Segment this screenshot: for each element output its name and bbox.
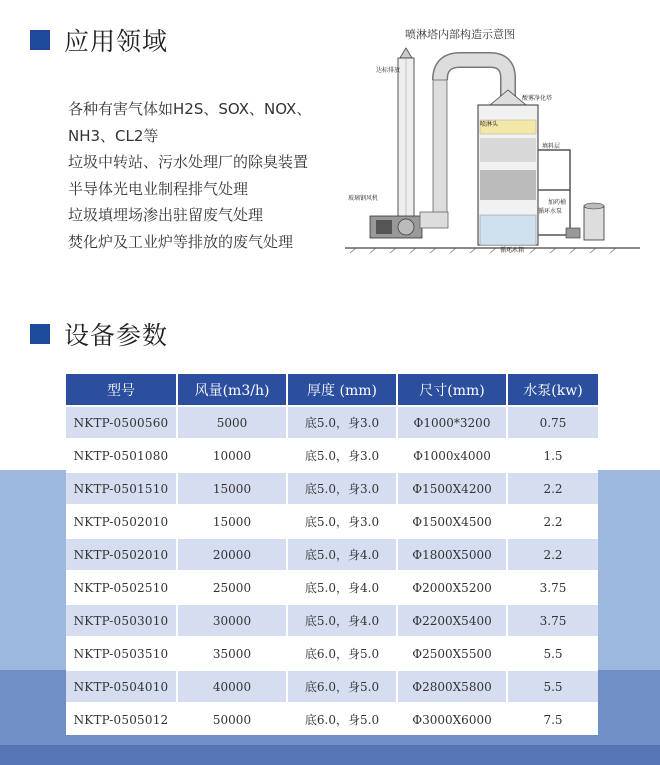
cell-size: Φ2500X5500 <box>398 636 508 669</box>
cell-thickness: 底5.0，身3.0 <box>288 405 398 438</box>
spray-tower-diagram <box>340 20 645 270</box>
cell-model: NKTP-0504010 <box>66 669 178 702</box>
cell-size: Φ1500X4200 <box>398 471 508 504</box>
svg-text:加药桶: 加药桶 <box>548 199 567 206</box>
table-row <box>66 504 598 537</box>
table-body <box>66 405 598 735</box>
fan <box>370 216 422 238</box>
table-row <box>66 669 598 702</box>
cell-airflow: 35000 <box>178 636 288 669</box>
cell-airflow: 20000 <box>178 537 288 570</box>
cell-model: NKTP-0502010 <box>66 504 178 537</box>
header-thickness: 厚度 (mm) <box>288 374 398 405</box>
cell-model: NKTP-0500560 <box>66 405 178 438</box>
cell-model: NKTP-0502510 <box>66 570 178 603</box>
cell-size: Φ3000X6000 <box>398 702 508 735</box>
application-line: 垃圾填埋场渗出驻留废气处理 <box>68 206 264 224</box>
cell-thickness: 底6.0，身5.0 <box>288 636 398 669</box>
section-title-application: 应用领域 <box>64 27 169 56</box>
cell-thickness: 底5.0，身4.0 <box>288 570 398 603</box>
cell-pump: 1.5 <box>508 438 598 471</box>
cell-model: NKTP-0501510 <box>66 471 178 504</box>
cell-thickness: 底6.0，身5.0 <box>288 669 398 702</box>
cell-size: Φ2000X5200 <box>398 570 508 603</box>
cell-thickness: 底5.0，身3.0 <box>288 438 398 471</box>
section-marker-icon <box>30 324 50 344</box>
cell-airflow: 40000 <box>178 669 288 702</box>
cell-pump: 5.5 <box>508 669 598 702</box>
cell-model: NKTP-0503010 <box>66 603 178 636</box>
cell-pump: 5.5 <box>508 636 598 669</box>
svg-text:填料层: 填料层 <box>542 143 561 150</box>
cell-airflow: 10000 <box>178 438 288 471</box>
svg-text:玻璃钢风机: 玻璃钢风机 <box>348 195 379 202</box>
cell-size: Φ1000*3200 <box>398 405 508 438</box>
header-model: 型号 <box>66 374 178 405</box>
cell-model: NKTP-0501080 <box>66 438 178 471</box>
cell-pump: 7.5 <box>508 702 598 735</box>
cell-airflow: 5000 <box>178 405 288 438</box>
background-band-dark <box>0 745 660 765</box>
cell-size: Φ1500X4500 <box>398 504 508 537</box>
table-row <box>66 471 598 504</box>
svg-text:循环水泵: 循环水泵 <box>538 208 563 215</box>
section-header-params <box>30 316 168 352</box>
diagram-title: 喷淋塔内部构造示意图 <box>405 28 515 41</box>
cell-thickness: 底6.0，身5.0 <box>288 702 398 735</box>
table-row <box>66 405 598 438</box>
application-list <box>68 96 338 255</box>
cell-size: Φ2200X5400 <box>398 603 508 636</box>
cell-size: Φ1800X5000 <box>398 537 508 570</box>
cell-size: Φ1000x4000 <box>398 438 508 471</box>
table-row <box>66 537 598 570</box>
tower <box>478 90 538 245</box>
cell-airflow: 30000 <box>178 603 288 636</box>
svg-text:达标排放: 达标排放 <box>376 67 401 74</box>
cell-pump: 2.2 <box>508 537 598 570</box>
cell-model: NKTP-0503510 <box>66 636 178 669</box>
cell-size: Φ2800X5800 <box>398 669 508 702</box>
cell-thickness: 底5.0，身3.0 <box>288 471 398 504</box>
dosing-tank <box>584 203 604 240</box>
table-row <box>66 438 598 471</box>
header-pump: 水泵(kw) <box>508 374 598 405</box>
exhaust-stack <box>398 48 414 228</box>
cell-thickness: 底5.0，身3.0 <box>288 504 398 537</box>
table-row <box>66 636 598 669</box>
section-header-application <box>30 22 168 58</box>
cell-pump: 2.2 <box>508 471 598 504</box>
cell-model: NKTP-0505012 <box>66 702 178 735</box>
application-line: 半导体光电业制程排气处理 <box>68 179 249 198</box>
cell-model: NKTP-0502010 <box>66 537 178 570</box>
cell-airflow: 50000 <box>178 702 288 735</box>
cell-airflow: 15000 <box>178 471 288 504</box>
application-line: 焚化炉及工业炉等排放的废气处理 <box>68 232 294 251</box>
cell-pump: 2.2 <box>508 504 598 537</box>
application-line: NH3、CL2等 <box>68 126 159 145</box>
table-header-row <box>66 374 598 405</box>
params-table <box>66 374 598 735</box>
cell-thickness: 底5.0，身4.0 <box>288 603 398 636</box>
table-row <box>66 603 598 636</box>
cell-thickness: 底5.0，身4.0 <box>288 537 398 570</box>
svg-text:循环水箱: 循环水箱 <box>500 247 525 254</box>
cell-pump: 3.75 <box>508 603 598 636</box>
section-title-params: 设备参数 <box>64 321 169 350</box>
application-line: 垃圾中转站、污水处理厂的除臭装置 <box>68 153 309 171</box>
cell-airflow: 15000 <box>178 504 288 537</box>
svg-text:酸雾净化塔: 酸雾净化塔 <box>522 95 553 102</box>
cell-pump: 3.75 <box>508 570 598 603</box>
cell-airflow: 25000 <box>178 570 288 603</box>
header-size: 尺寸(mm) <box>398 374 508 405</box>
application-line: 各种有害气体如H2S、SOX、NOX、 <box>68 100 312 118</box>
header-airflow: 风量(m3/h) <box>178 374 288 405</box>
table-row <box>66 570 598 603</box>
svg-text:喷淋头: 喷淋头 <box>480 121 499 128</box>
cell-pump: 0.75 <box>508 405 598 438</box>
table-row <box>66 702 598 735</box>
section-marker-icon <box>30 30 50 50</box>
